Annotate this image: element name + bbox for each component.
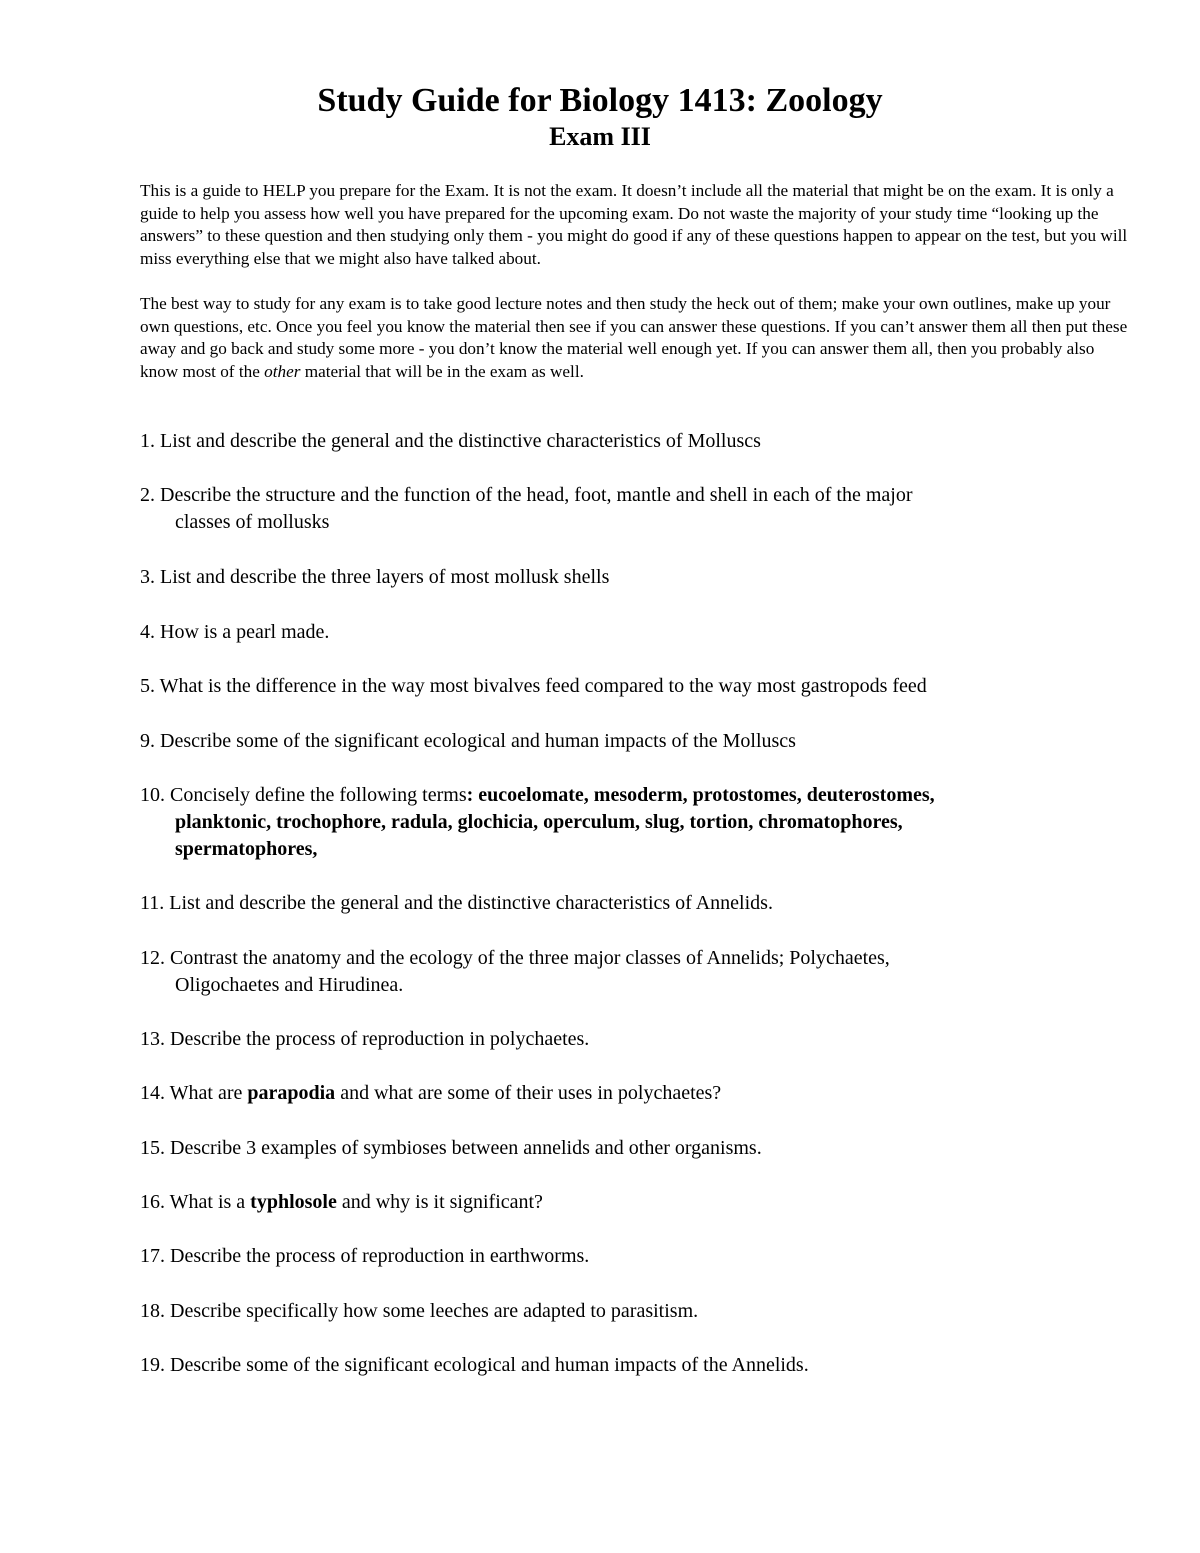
question-text: What are: [165, 1082, 248, 1104]
question-text: Concisely define the following terms: [165, 784, 467, 806]
question-text: Describe the process of reproduction in earthworms.: [165, 1245, 590, 1267]
defined-terms-continued: planktonic, trochophore, radula, glochicia, operculum, slug, tortion, chromatophores,: [175, 811, 903, 833]
question-13: [140, 1026, 1100, 1053]
question-9: [140, 728, 1100, 755]
question-text: Describe the process of reproduction in polychaetes.: [165, 1028, 590, 1050]
question-10: [140, 782, 1100, 863]
question-number: 4.: [140, 621, 155, 643]
question-1: [140, 428, 1100, 455]
question-text: What is the difference in the way most bivalves feed compared to the way most gastropods feed: [155, 675, 927, 697]
question-text-continued: Oligochaetes and Hirudinea.: [175, 974, 404, 996]
question-text-continued: classes of mollusks: [175, 511, 330, 533]
question-14: [140, 1080, 1100, 1107]
defined-terms-continued: spermatophores,: [175, 838, 318, 860]
question-text: Describe 3 examples of symbioses between annelids and other organisms.: [165, 1137, 762, 1159]
question-text: What is a: [165, 1191, 251, 1213]
intro-paragraph-1: This is a guide to HELP you prepare for the Exam. It is not the exam. It doesn’t include all the material that might be on the exam. It is only a guide to help you assess how well you have prepared for the upcoming exam. Do not waste the majority of your study time “looking up the answers” to these question and then studying only them - you might do good if any of these questions happen to appear on the test, but you will miss everything else that we might also have talked about.: [140, 181, 1128, 268]
question-3: [140, 564, 1100, 591]
question-number: 3.: [140, 566, 155, 588]
question-number: 1.: [140, 430, 155, 452]
question-text: How is a pearl made.: [155, 621, 330, 643]
question-number: 18.: [140, 1300, 165, 1322]
question-number: 9.: [140, 730, 155, 752]
bold-term-typhlosole: typhlosole: [250, 1191, 337, 1213]
question-number: 2.: [140, 484, 155, 506]
question-number: 14.: [140, 1082, 165, 1104]
question-12: [140, 945, 1100, 999]
question-number: 11.: [140, 892, 165, 914]
question-number: 17.: [140, 1245, 165, 1267]
question-number: 15.: [140, 1137, 165, 1159]
question-text: Describe the structure and the function of the head, foot, mantle and shell in each of the major: [155, 484, 913, 506]
question-text: List and describe the general and the distinctive characteristics of Annelids.: [164, 892, 773, 914]
question-2: [140, 482, 1100, 536]
question-18: [140, 1298, 1100, 1325]
question-11: [140, 890, 1100, 917]
question-number: 19.: [140, 1354, 165, 1376]
question-text: List and describe the three layers of most mollusk shells: [155, 566, 610, 588]
question-text: and why is it significant?: [336, 1191, 543, 1213]
question-text: List and describe the general and the distinctive characteristics of Molluscs: [155, 430, 761, 452]
question-text: Describe some of the significant ecological and human impacts of the Molluscs: [155, 730, 796, 752]
defined-terms: : eucoelomate, mesoderm, protostomes, deuterostomes,: [466, 784, 935, 806]
question-text: and what are some of their uses in polychaetes?: [335, 1082, 722, 1104]
question-4: [140, 619, 1100, 646]
intro-paragraph-2: The best way to study for any exam is to take good lecture notes and then study the heck out of them; make your own outlines, make up your own questions, etc. Once you feel you know the material then see if you can answer these questions. If you can’t answer them all then put these away and go back and study some more - you don’t know the material well enough yet. If you can answer them all, then you probably also know most of the other material that will be in the exam as well.: [140, 294, 1128, 381]
question-15: [140, 1135, 1100, 1162]
page-subtitle: Exam III: [549, 122, 651, 151]
question-19: [140, 1352, 1100, 1379]
emphasis-other: other: [264, 361, 301, 381]
question-16: [140, 1189, 1100, 1216]
question-text: Describe specifically how some leeches are adapted to parasitism.: [165, 1300, 699, 1322]
question-number: 16.: [140, 1191, 165, 1213]
question-17: [140, 1243, 1100, 1270]
question-text: Describe some of the significant ecological and human impacts of the Annelids.: [165, 1354, 809, 1376]
question-number: 5.: [140, 675, 155, 697]
question-number: 13.: [140, 1028, 165, 1050]
page-title: Study Guide for Biology 1413: Zoology: [317, 82, 883, 119]
bold-term-parapodia: parapodia: [247, 1082, 336, 1104]
question-number: 10.: [140, 784, 165, 806]
question-number: 12.: [140, 947, 165, 969]
question-5: [140, 673, 1100, 700]
question-text: Contrast the anatomy and the ecology of the three major classes of Annelids; Polychaetes,: [165, 947, 890, 969]
